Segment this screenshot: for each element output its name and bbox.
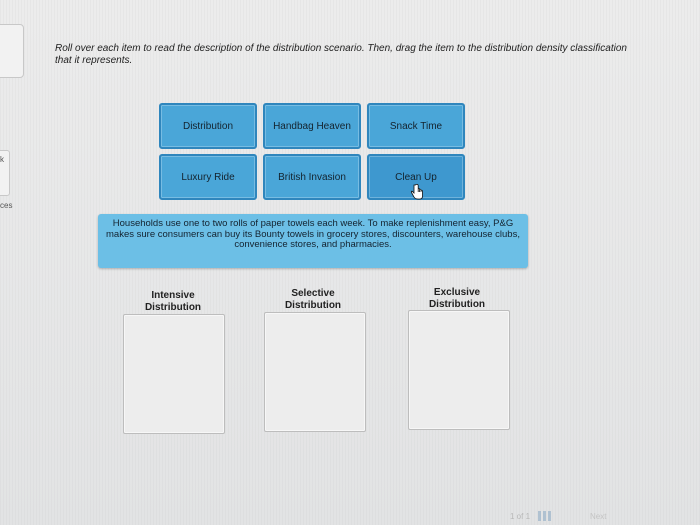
dropzone-exclusive[interactable] xyxy=(408,310,510,430)
dropzone-intensive[interactable] xyxy=(123,314,225,434)
grid-view-icon[interactable] xyxy=(538,511,552,521)
hand-cursor-icon xyxy=(410,184,424,200)
side-fragment-resources[interactable]: ces xyxy=(0,201,13,210)
tile-snack-time[interactable]: Snack Time xyxy=(367,103,465,149)
tile-luxury-ride[interactable]: Luxury Ride xyxy=(159,154,257,200)
tile-british-invasion[interactable]: British Invasion xyxy=(263,154,361,200)
category-label-selective: Selective Distribution xyxy=(284,288,342,311)
next-button[interactable]: Next xyxy=(590,512,607,521)
tile-clean-up[interactable]: Clean Up xyxy=(367,154,465,200)
side-fragment-k: k xyxy=(0,155,4,164)
side-panel-card[interactable] xyxy=(0,24,24,78)
page-indicator: 1 of 1 xyxy=(510,512,531,521)
dropzone-selective[interactable] xyxy=(264,312,366,432)
tile-distribution[interactable]: Distribution xyxy=(159,103,257,149)
category-label-exclusive: Exclusive Distribution xyxy=(428,287,486,310)
scenario-description: Households use one to two rolls of paper towels each week. To make replenishment easy, P&G makes sure consumers can buy its Bounty towels in grocery stores, discounters, warehouse clubs, convenience stores, and pharmacies. xyxy=(98,214,528,268)
instructions-text: Roll over each item to read the description of the distribution scenario. Then, drag the item to the distribution density classification that it represents. xyxy=(55,43,627,66)
category-label-intensive: Intensive Distribution xyxy=(144,290,202,313)
tile-handbag-heaven[interactable]: Handbag Heaven xyxy=(263,103,361,149)
